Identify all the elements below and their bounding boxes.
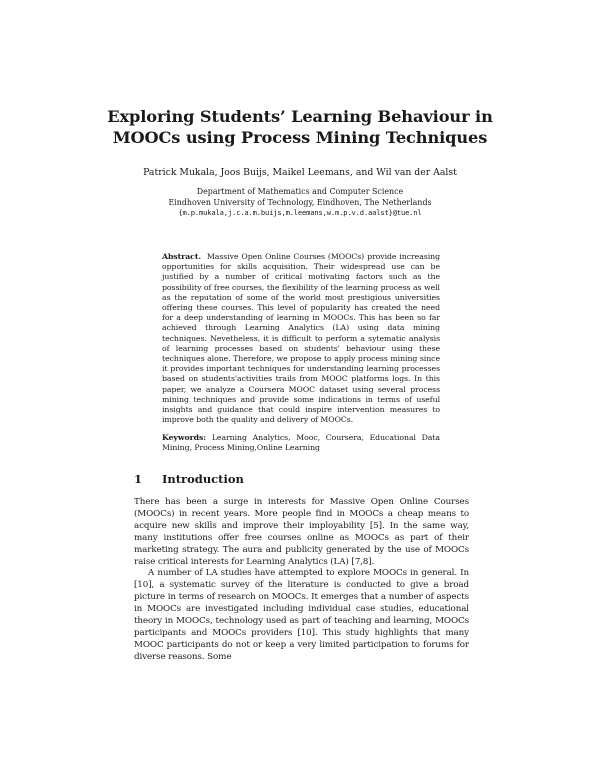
abstract-label: Abstract. <box>162 252 202 261</box>
section-heading-introduction <box>134 472 244 486</box>
abstract-paragraph <box>162 252 440 425</box>
affiliation-university: Eindhoven University of Technology, Eindhoven, The Netherlands <box>168 197 432 207</box>
affiliation-email: {m.p.mukala,j.c.a.m.buijs,m.leemans,w.m.p.v.d.aalst}@tue.nl <box>178 208 422 218</box>
introduction-body <box>134 497 469 664</box>
title-line-2: MOOCs using Process Mining Techniques <box>112 128 488 147</box>
title-line-1: Exploring Students’ Learning Behaviour in <box>107 107 493 126</box>
paper-title <box>100 106 500 148</box>
body-paragraph-2: A number of LA studies have attempted to explore MOOCs in general. In [10], a systematic survey of the literature is conducted to give a broad picture in terms of research on MOOCs. It emerges that a number of aspects in MOOCs are investigated including individual case studies, educational theory in MOOCs, technology used as part of teaching and learning, MOOCs participants and MOOCs providers [10]. This study highlights that many MOOC participants do not or keep a very limited participation to forums for diverse reasons. Some <box>134 568 469 662</box>
section-number: 1 <box>134 472 143 486</box>
affiliation-block <box>100 187 500 219</box>
keywords-text: Learning Analytics, Mooc, Coursera, Educational Data Mining, Process Mining,Online Learning <box>162 433 440 453</box>
affiliation-department: Department of Mathematics and Computer Science <box>196 187 404 196</box>
keywords-block <box>162 433 440 453</box>
abstract-text: Massive Open Online Courses (MOOCs) provide increasing opportunities for skills acquisition. Their widespread use can be justified by a number of critical motivating factors such as the possibility of free courses, the flexibility of the learning process as well as the reputation of some of the world most prestigious universities offering these courses. This level of popularity has created the need for a deep understanding of learning in MOOCs. This has been so far achieved through Learning Analytics (LA) using data mining techniques. Nevetheless, it is difficult to perform a sytematic analysis of learning processes based on students' behaviour using these techniques alone. Therefore, we propose to apply process mining since it provides important techniques for understanding learning processes based on students'activities trails from MOOC platforms logs. In this paper, we analyze a Coursera MOOC dataset using several process mining techniques and provide some indications in terms of useful insights and guidance that could inspire intervention measures to improve both the quality and delivery of MOOCs. <box>162 252 441 425</box>
abstract-block <box>162 252 440 425</box>
section-title: Introduction <box>162 472 244 486</box>
keywords-label: Keywords: <box>162 433 207 442</box>
body-paragraph-1: There has been a surge in interests for Massive Open Online Courses (MOOCs) in recent years. More people find in MOOCs a cheap means to acquire new skills and improve their imployability [5]. In the same way, many institutions offer free courses online as MOOCs as part of their marketing strategy. The aura and publicity generated by the use of MOOCs raise critical interests for Learning Analytics (LA) [7,8]. <box>134 497 469 567</box>
author-list: Patrick Mukala, Joos Buijs, Maikel Leemans, and Wil van der Aalst <box>143 167 457 178</box>
